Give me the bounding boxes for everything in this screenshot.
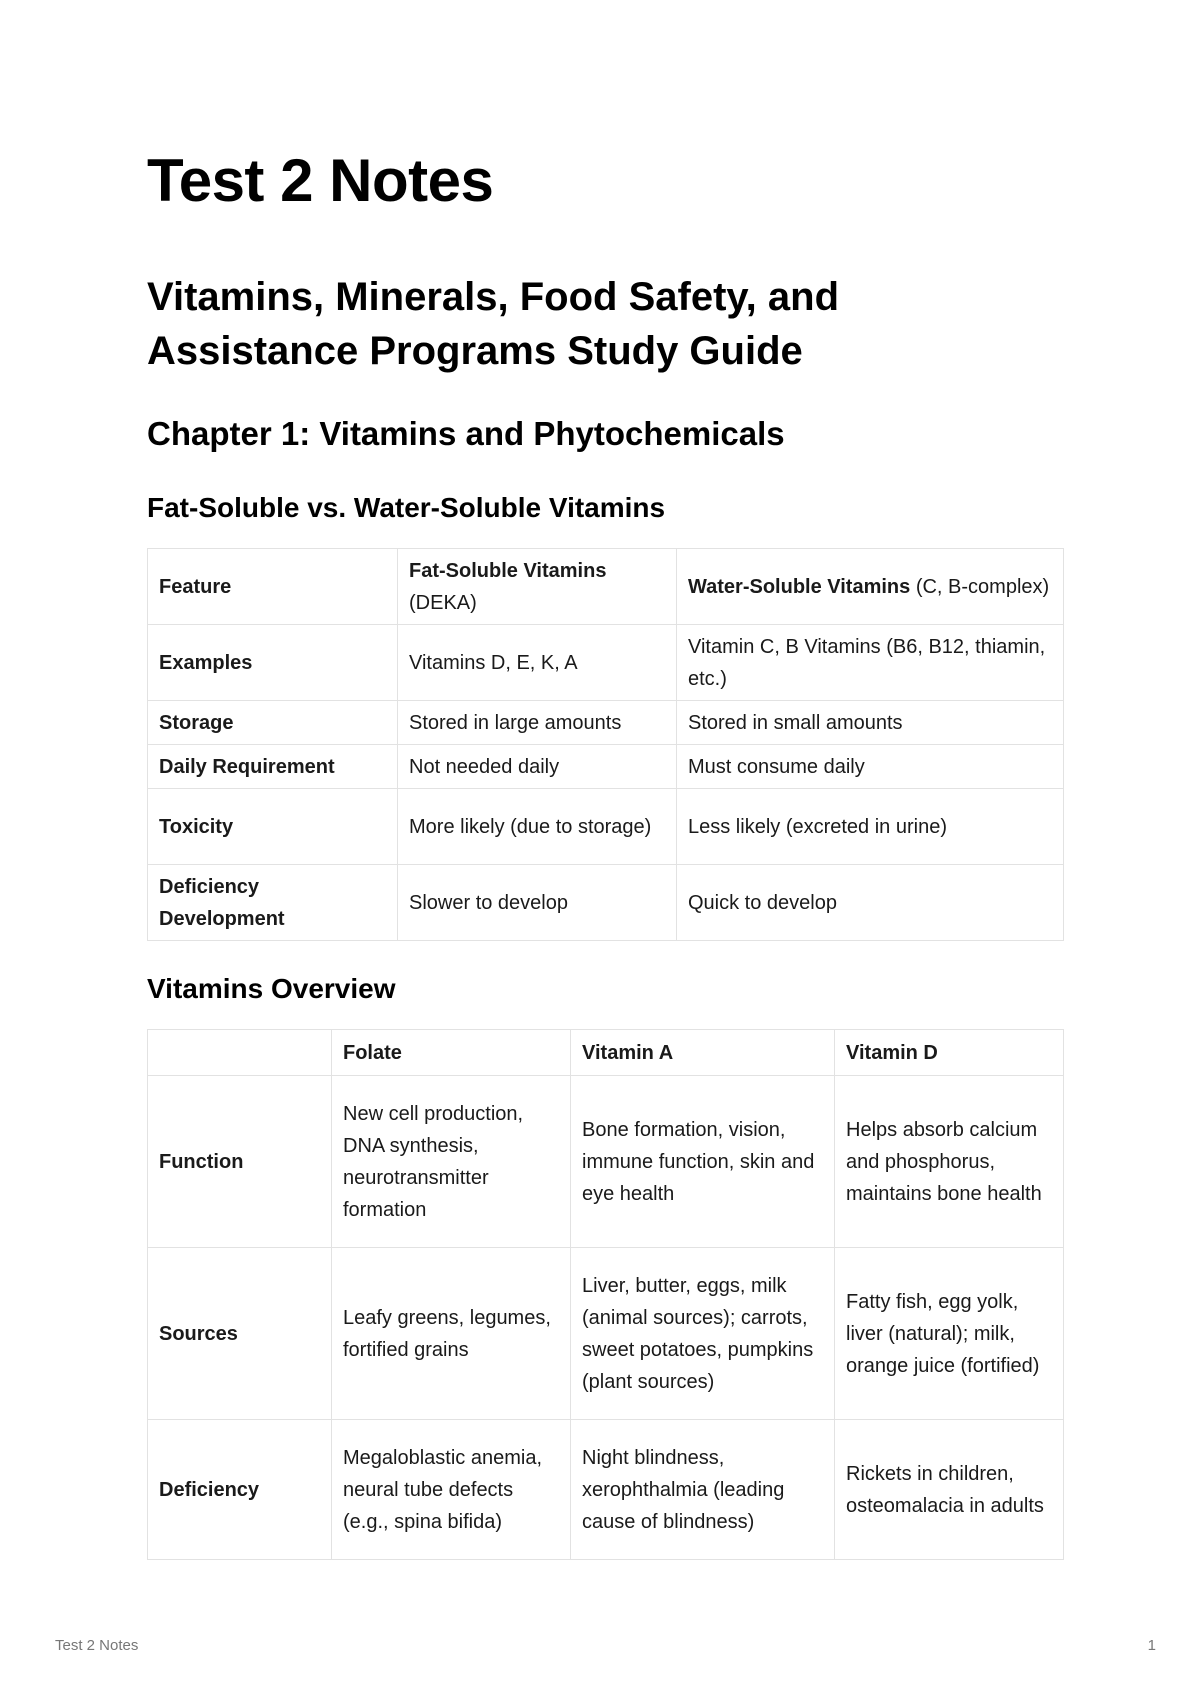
- page-title: Test 2 Notes: [147, 147, 494, 214]
- table-cell: Not needed daily: [398, 745, 677, 789]
- section-heading-overview: Vitamins Overview: [147, 973, 396, 1004]
- section-heading-fat-water: Fat-Soluble vs. Water-Soluble Vitamins: [147, 492, 666, 523]
- table-row: [148, 745, 1064, 789]
- table-cell: Less likely (excreted in urine): [677, 789, 1064, 865]
- table-cell: Stored in large amounts: [398, 701, 677, 745]
- table-row: [148, 625, 1064, 701]
- table-cell: Megaloblastic anemia, neural tube defects (e.g., spina bifida): [332, 1420, 571, 1560]
- header-cell-vitamin-d: Vitamin D: [835, 1030, 1064, 1076]
- table-cell: Helps absorb calcium and phosphorus, maintains bone health: [835, 1076, 1064, 1248]
- header-water-bold: Water-Soluble Vitamins: [688, 575, 911, 598]
- row-label: Examples: [148, 625, 398, 701]
- header-cell-fat-soluble: [398, 549, 677, 625]
- row-label: Daily Requirement: [148, 745, 398, 789]
- footer-page-number: 1: [1147, 1637, 1156, 1654]
- table-cell: Must consume daily: [677, 745, 1064, 789]
- header-cell-feature: Feature: [148, 549, 398, 625]
- table-cell: Leafy greens, legumes, fortified grains: [332, 1248, 571, 1420]
- table-cell: Liver, butter, eggs, milk (animal sources); carrots, sweet potatoes, pumpkins (plant sources): [571, 1248, 835, 1420]
- header-cell-water-soluble: [677, 549, 1064, 625]
- row-label: Deficiency Development: [148, 865, 398, 941]
- fat-water-vitamins-table: [147, 548, 1064, 941]
- table-cell: Rickets in children, osteomalacia in adults: [835, 1420, 1064, 1560]
- header-water-rest: (C, B-complex): [910, 575, 1050, 598]
- header-cell-vitamin-a: Vitamin A: [571, 1030, 835, 1076]
- header-fat-rest: (DEKA): [409, 591, 477, 614]
- row-label: Deficiency: [148, 1420, 332, 1560]
- table-row: [148, 1248, 1064, 1420]
- table-cell: Night blindness, xerophthalmia (leading cause of blindness): [571, 1420, 835, 1560]
- table-cell: Bone formation, vision, immune function, skin and eye health: [571, 1076, 835, 1248]
- table-header-row: [148, 549, 1064, 625]
- header-cell-empty: [148, 1030, 332, 1076]
- table-cell: Stored in small amounts: [677, 701, 1064, 745]
- table-row: [148, 865, 1064, 941]
- table-header-row: [148, 1030, 1064, 1076]
- table-cell: Vitamin C, B Vitamins (B6, B12, thiamin, etc.): [677, 625, 1064, 701]
- study-guide-heading: Vitamins, Minerals, Food Safety, and Assistance Programs Study Guide: [147, 275, 840, 373]
- table-cell: Slower to develop: [398, 865, 677, 941]
- row-label: Toxicity: [148, 789, 398, 865]
- table-cell: New cell production, DNA synthesis, neurotransmitter formation: [332, 1076, 571, 1248]
- table-row: [148, 1420, 1064, 1560]
- header-fat-bold: Fat-Soluble Vitamins: [409, 559, 607, 582]
- table-cell: Vitamins D, E, K, A: [398, 625, 677, 701]
- table-cell: Quick to develop: [677, 865, 1064, 941]
- chapter-heading: Chapter 1: Vitamins and Phytochemicals: [147, 415, 785, 452]
- row-label: Storage: [148, 701, 398, 745]
- row-label: Sources: [148, 1248, 332, 1420]
- row-label: Function: [148, 1076, 332, 1248]
- table-row: [148, 1076, 1064, 1248]
- footer-document-title: Test 2 Notes: [55, 1637, 139, 1654]
- table-row: [148, 701, 1064, 745]
- header-cell-folate: Folate: [332, 1030, 571, 1076]
- table-cell: More likely (due to storage): [398, 789, 677, 865]
- table-cell: Fatty fish, egg yolk, liver (natural); milk, orange juice (fortified): [835, 1248, 1064, 1420]
- vitamins-overview-table: [147, 1029, 1064, 1560]
- table-row: [148, 789, 1064, 865]
